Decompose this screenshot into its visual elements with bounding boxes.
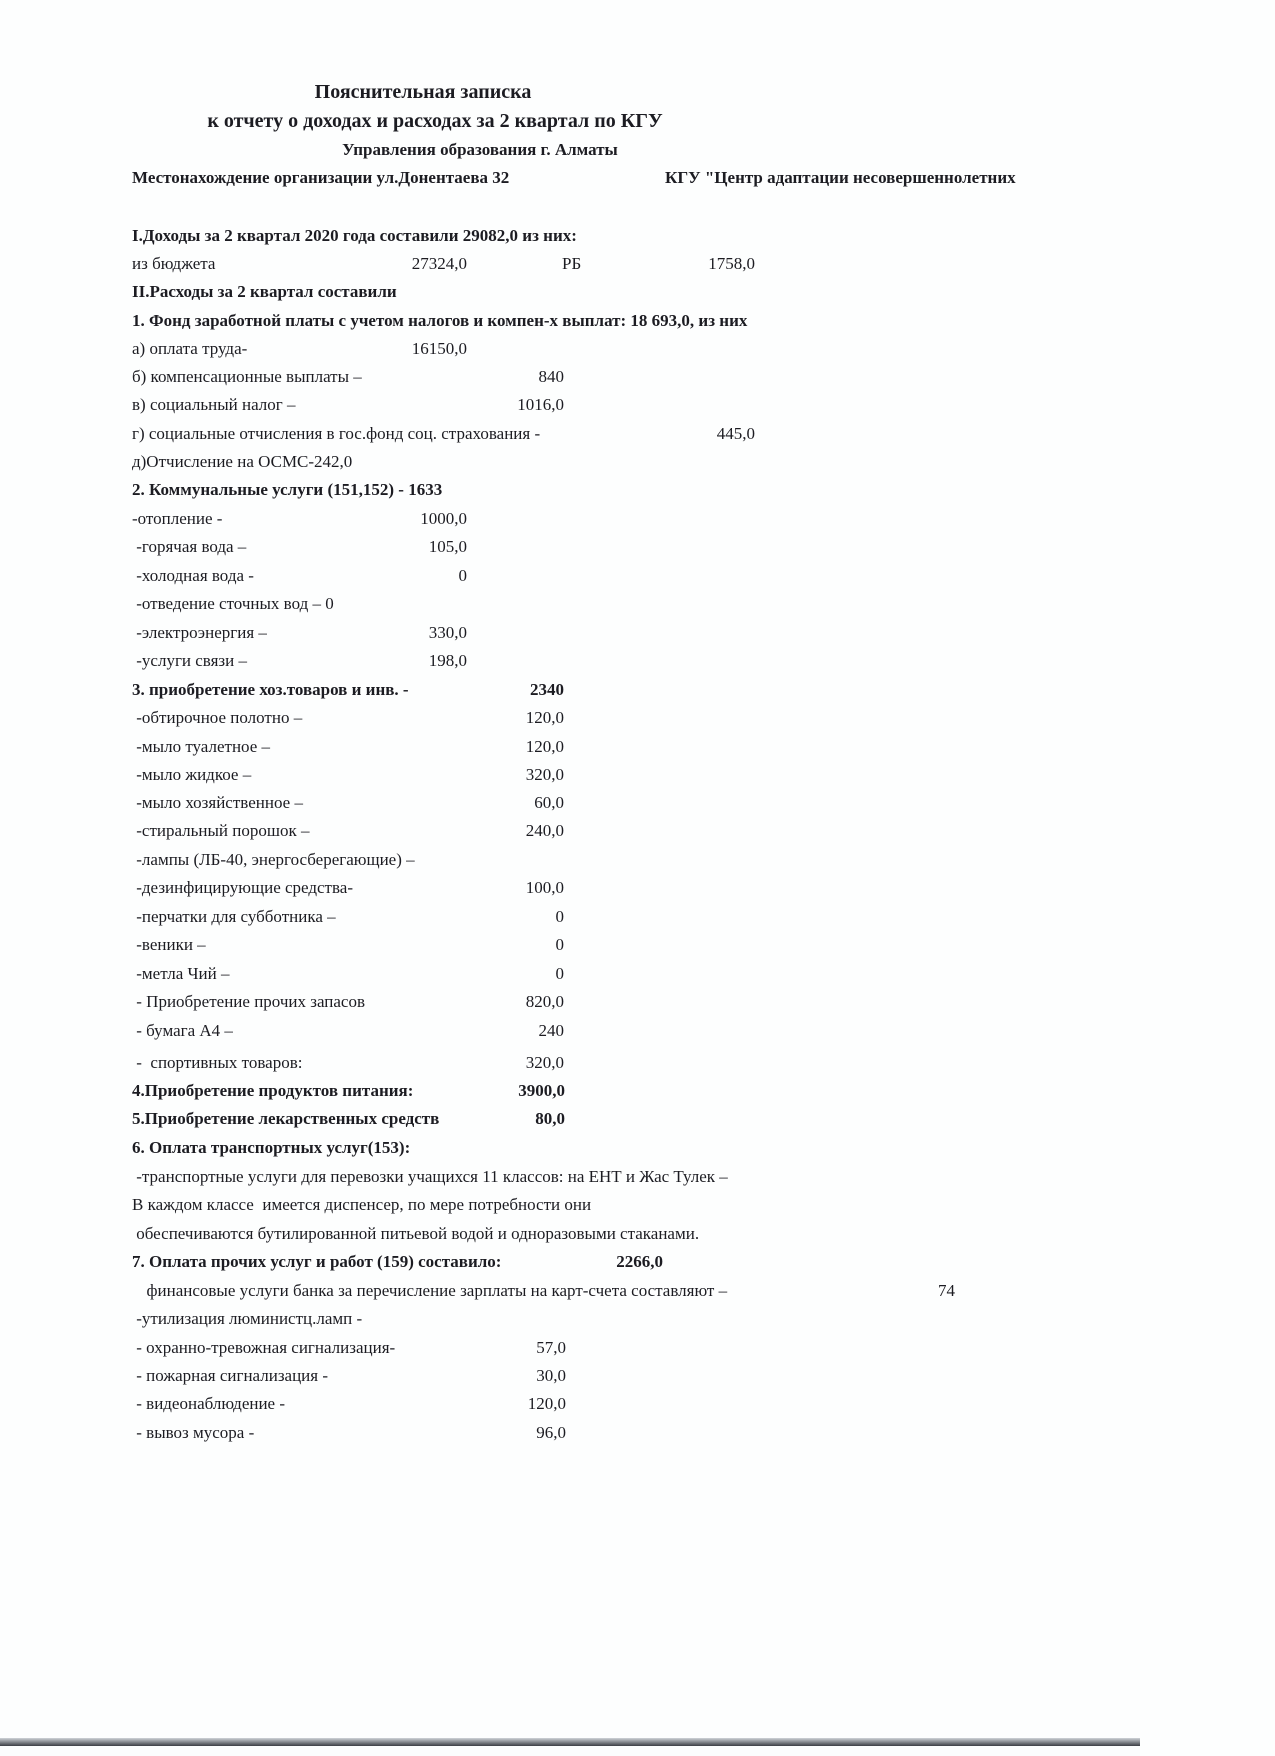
line-value: 320,0: [525, 765, 564, 784]
line-label: 7. Оплата прочих услуг и работ (159) составило:: [132, 1252, 502, 1271]
line-value: 80,0: [535, 1109, 565, 1128]
document-subtitle: к отчету о доходах и расходах за 2 квартал по КГУ: [207, 110, 663, 132]
line-label: - охранно-тревожная сигнализация-: [132, 1338, 396, 1357]
line-label: 4.Приобретение продуктов питания:: [132, 1081, 414, 1100]
line-value: 2266,0: [616, 1252, 663, 1271]
line-value: 820,0: [525, 992, 564, 1011]
line-value: 0: [458, 566, 467, 585]
line-label: -перчатки для субботника –: [132, 907, 336, 926]
line-label: -метла Чий –: [132, 964, 230, 983]
line-label: - пожарная сигнализация -: [132, 1366, 329, 1385]
line-label: 6. Оплата транспортных услуг(153):: [132, 1138, 411, 1157]
line-value: 0: [555, 964, 564, 983]
line-label: 1. Фонд заработной платы с учетом налогов и компен-х выплат: 18 693,0, из них: [132, 311, 748, 330]
line-label: -отведение сточных вод – 0: [132, 594, 334, 613]
line-label: б) компенсационные выплаты –: [132, 367, 362, 386]
line-label: -обтирочное полотно –: [132, 708, 303, 727]
line-value: 240: [538, 1021, 564, 1040]
line-label: г) социальные отчисления в гос.фонд соц. страхования -: [132, 424, 541, 443]
line-value: 1758,0: [708, 254, 755, 273]
line-value: 30,0: [536, 1366, 566, 1385]
line-value: 120,0: [525, 708, 564, 727]
line-label: II.Расходы за 2 квартал составили: [132, 282, 397, 301]
line-value: 27324,0: [411, 254, 467, 273]
document-title: Пояснительная записка: [314, 81, 532, 103]
line-value: 240,0: [525, 821, 564, 840]
line-label: -электроэнергия –: [132, 623, 267, 642]
line-label: д)Отчисление на ОСМС-242,0: [132, 452, 353, 471]
line-value: 0: [555, 907, 564, 926]
line-label: 2. Коммунальные услуги (151,152) - 1633: [132, 480, 443, 499]
line-label: - Приобретение прочих запасов: [132, 992, 366, 1011]
line-label: финансовые услуги банка за перечисление зарплаты на карт-счета составляют –: [138, 1281, 728, 1300]
line-label: -холодная вода -: [132, 566, 254, 585]
line-label: -мыло жидкое –: [132, 765, 252, 784]
line-value: РБ: [562, 254, 582, 273]
line-label: -веники –: [132, 935, 206, 954]
line-value: 0: [555, 935, 564, 954]
line-value: 330,0: [428, 623, 467, 642]
line-label: - бумага А4 –: [132, 1021, 233, 1040]
line-label: - видеонаблюдение -: [132, 1394, 286, 1413]
line-value: 120,0: [525, 737, 564, 756]
line-value: 2340: [530, 680, 564, 699]
line-label: -стиральный порошок –: [132, 821, 310, 840]
organization-location: Местонахождение организации ул.Донентаева 32: [132, 168, 510, 187]
line-label: -мыло туалетное –: [132, 737, 271, 756]
line-value: 1016,0: [517, 395, 564, 414]
line-value: 57,0: [536, 1338, 566, 1357]
line-label: в) социальный налог –: [132, 395, 296, 414]
line-value: 320,0: [525, 1053, 564, 1072]
line-value: 100,0: [525, 878, 564, 897]
line-label: -лампы (ЛБ-40, энергосберегающие) –: [132, 850, 415, 869]
line-label: - спортивных товаров:: [132, 1053, 303, 1072]
line-value: 16150,0: [411, 339, 467, 358]
line-label: а) оплата труда-: [132, 339, 248, 358]
line-value: 198,0: [428, 651, 467, 670]
line-value: 1000,0: [420, 509, 467, 528]
scan-margin: [1140, 0, 1275, 1756]
line-label: -услуги связи –: [132, 651, 247, 670]
line-value: 60,0: [534, 793, 564, 812]
line-value: 445,0: [716, 424, 755, 443]
line-label: -горячая вода –: [132, 537, 247, 556]
line-label: -отопление -: [132, 509, 223, 528]
line-label: обеспечиваются бутилированной питьевой водой и одноразовыми стаканами.: [132, 1224, 700, 1243]
line-label: - вывоз мусора -: [132, 1423, 255, 1442]
line-label: -дезинфицирующие средства-: [132, 878, 353, 897]
line-label: -транспортные услуги для перевозки учащихся 11 классов: на ЕНТ и Жас Тулек –: [132, 1167, 728, 1186]
line-value: 120,0: [527, 1394, 566, 1413]
scan-edge: [0, 1738, 1140, 1746]
line-label: 3. приобретение хоз.товаров и инв. -: [132, 680, 409, 699]
line-value: 74: [938, 1281, 955, 1300]
line-label: из бюджета: [132, 254, 216, 273]
line-label: I.Доходы за 2 квартал 2020 года составили 29082,0 из них:: [132, 226, 577, 245]
line-label: 5.Приобретение лекарственных средств: [132, 1109, 440, 1128]
line-value: 105,0: [428, 537, 467, 556]
line-label: -мыло хозяйственное –: [132, 793, 303, 812]
line-value: 96,0: [536, 1423, 566, 1442]
line-label: В каждом классе имеется диспенсер, по мере потребности они: [132, 1195, 592, 1214]
department-name: Управления образования г. Алматы: [342, 140, 618, 159]
line-value: 840: [538, 367, 564, 386]
line-label: -утилизация люминистц.ламп -: [132, 1309, 363, 1328]
organization-name: КГУ "Центр адаптации несовершеннолетних: [665, 168, 1016, 187]
line-value: 3900,0: [518, 1081, 565, 1100]
